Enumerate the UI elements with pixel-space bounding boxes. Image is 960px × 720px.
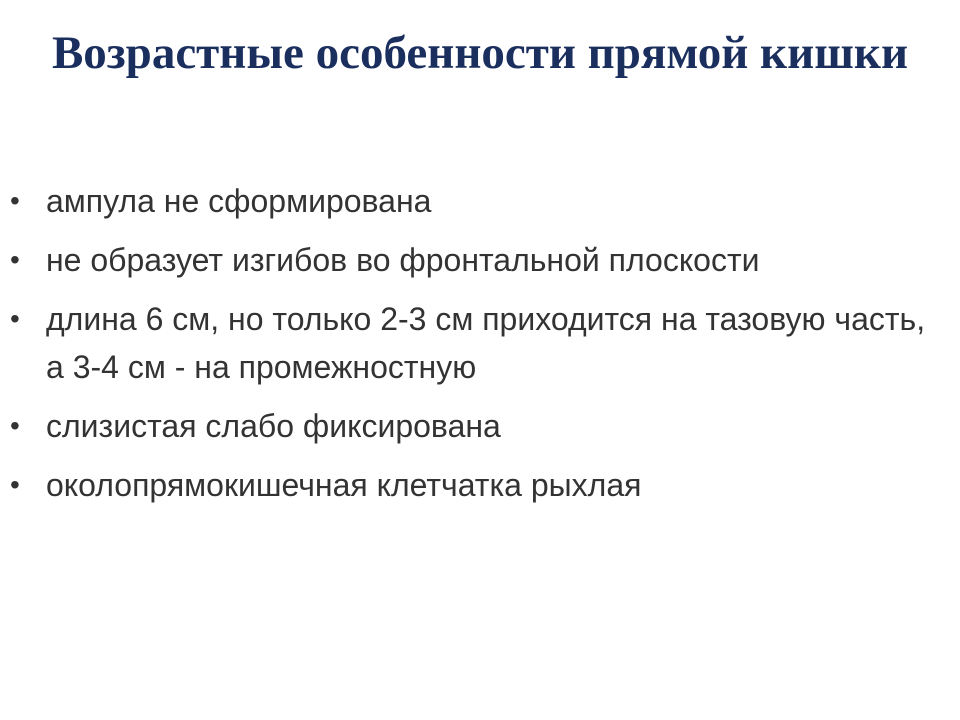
bullet-icon: •	[10, 244, 20, 275]
bullet-icon: •	[10, 469, 20, 500]
bullet-list	[10, 177, 940, 520]
bullet-icon: •	[10, 303, 20, 334]
slide-title: Возрастные особенности прямой кишки	[51, 27, 909, 79]
bullet-text: длина 6 см, но только 2-3 см приходится на тазовую часть, а 3-4 см - на промежностную	[46, 301, 926, 385]
bullet-text: околопрямокишечная клетчатка рыхлая	[46, 467, 642, 503]
bullet-item	[10, 461, 940, 509]
bullet-icon: •	[10, 185, 20, 216]
bullet-item	[10, 236, 940, 284]
bullet-text: не образует изгибов во фронтальной плоскости	[46, 242, 760, 278]
bullet-text: ампула не сформирована	[46, 183, 432, 219]
bullet-text: слизистая слабо фиксирована	[46, 408, 501, 444]
bullet-item	[10, 402, 940, 450]
bullet-item	[10, 295, 940, 391]
bullet-item	[10, 177, 940, 225]
bullet-icon: •	[10, 410, 20, 441]
